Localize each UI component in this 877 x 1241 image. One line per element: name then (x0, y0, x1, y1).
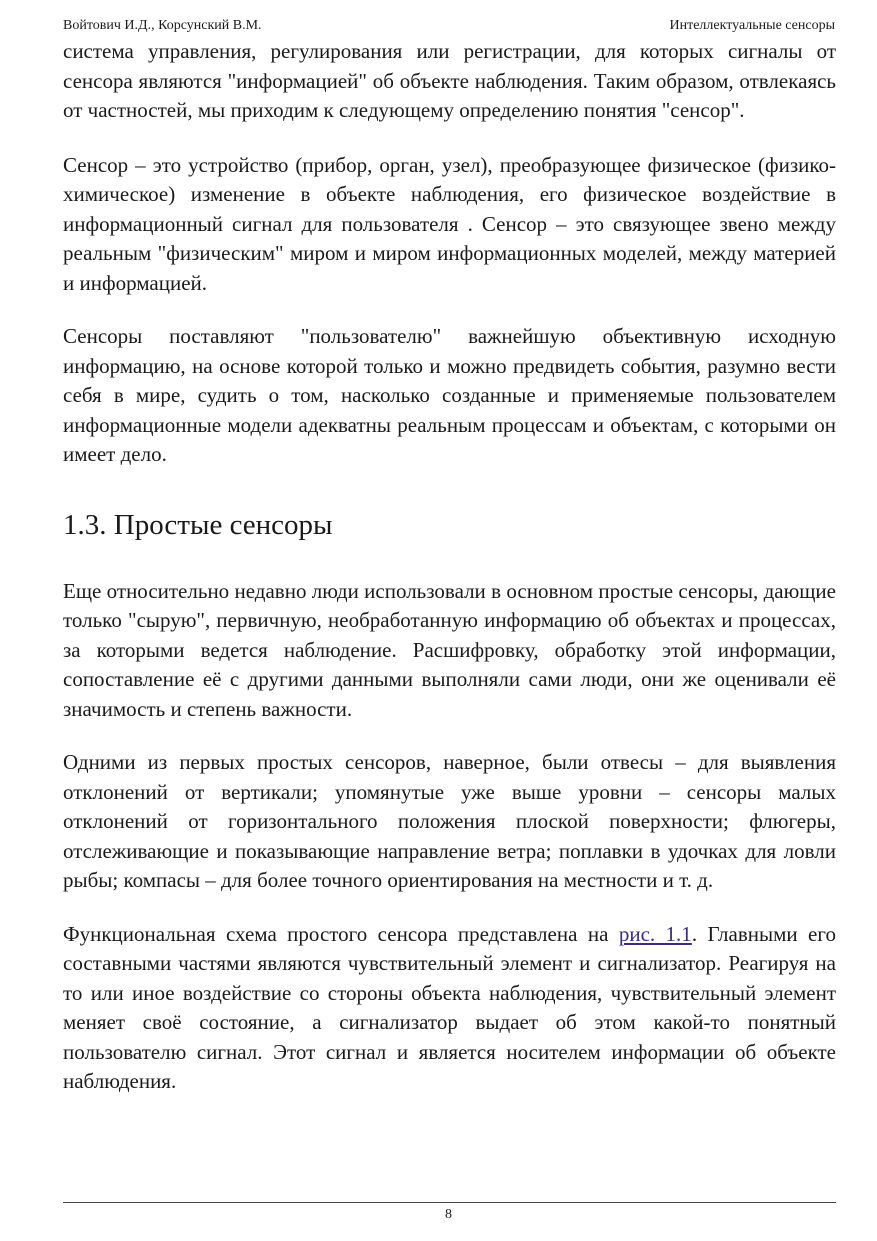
paragraph-continued: система управления, регулирования или регистрации, для которых сигналы от сенсора являются "информацией" об объекте наблюдения. Таким образом, отвлекаясь от частностей, мы приходим к следующему определению понятия "сенсор". (63, 39, 836, 122)
paragraph-first-sensors: Одними из первых простых сенсоров, наверное, были отвесы – для выявления отклонений от вертикали; упомянутые уже выше уровни – сенсоры малых отклонений от горизонтального положения плоской поверхности; флюгеры, отслеживающие и показывающие направление ветра; поплавки в удочках для ловли рыбы; компасы – для более точного ориентирования на местности и т. д. (63, 750, 836, 892)
header-authors: Войтович И.Д., Корсунский В.М. (63, 18, 262, 33)
page-body (63, 37, 836, 1121)
paragraph-functional-scheme (63, 920, 836, 1097)
footer-divider (63, 1202, 836, 1203)
paragraph-simple-sensors: Еще относительно недавно люди использовали в основном простые сенсоры, дающие только "сырую", первичную, необработанную информацию об объектах и процессах, за которыми ведется наблюдение. Расшифровку, обработку этой информации, сопоставление её с другими данными выполняли сами люди, они же оценивали её значимость и степень важности. (63, 578, 836, 721)
paragraph-sensor-definition: Сенсор – это устройство (прибор, орган, узел), преобразующее физическое (физико-химическое) изменение в объекте наблюдения, его физическое воздействие в информационный сигнал для пользователя . Сенсор – это связующее звено между реальным "физическим" миром и миром информационных моделей, между материей и информацией. (63, 152, 836, 295)
paragraph-text-end: . Главными его составными частями являются чувствительный элемент и сигнализатор. Реагируя на то или иное воздействие со стороны объекта наблюдения, чувствительный элемент меняет своё состояние, а сигнализатор выдает об этом какой-то понятный пользователю сигнал. Этот сигнал и является носителем информации об объекте наблюдения. (63, 921, 836, 1093)
section-heading: 1.3. Простые сенсоры (63, 508, 333, 541)
paragraph-text-start: Функциональная схема простого сенсора представлена на (63, 921, 619, 946)
page-number: 8 (445, 1207, 452, 1222)
header-book-title: Интеллектуальные сенсоры (669, 18, 835, 33)
paragraph-sensor-role: Сенсоры поставляют "пользователю" важнейшую объективную исходную информацию, на основе которой только и можно предвидеть события, разумно вести себя в мире, судить о том, насколько созданные и применяемые пользователем информационные модели адекватны реальным процессам и объектам, с которыми он имеет дело. (63, 324, 836, 466)
page-header (63, 16, 835, 36)
figure-link[interactable]: рис. 1.1 (618, 921, 692, 946)
